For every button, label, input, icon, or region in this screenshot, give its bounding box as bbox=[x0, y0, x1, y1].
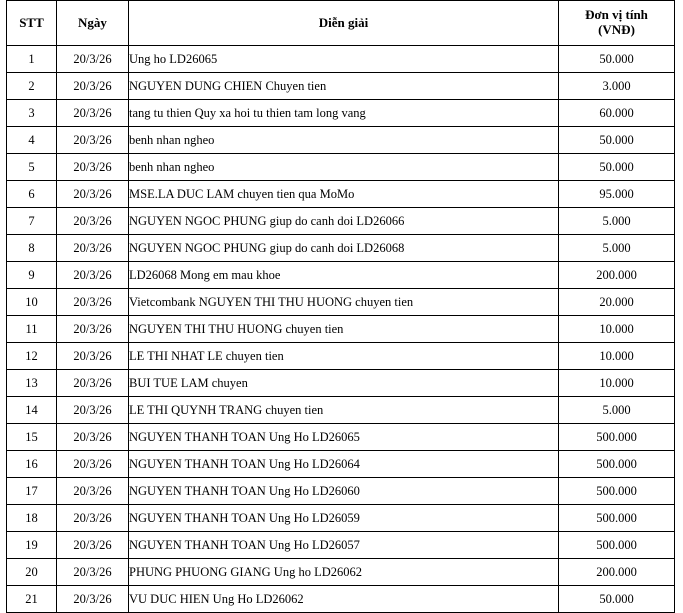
cell-description: NGUYEN THANH TOAN Ung Ho LD26059 bbox=[129, 505, 559, 532]
table-row bbox=[7, 559, 675, 586]
cell-date: 20/3/26 bbox=[57, 316, 129, 343]
cell-index: 5 bbox=[7, 154, 57, 181]
cell-index: 13 bbox=[7, 370, 57, 397]
cell-amount: 500.000 bbox=[559, 505, 675, 532]
table-row bbox=[7, 343, 675, 370]
cell-date: 20/3/26 bbox=[57, 262, 129, 289]
cell-date: 20/3/26 bbox=[57, 451, 129, 478]
table-row bbox=[7, 451, 675, 478]
cell-amount: 20.000 bbox=[559, 289, 675, 316]
cell-index: 16 bbox=[7, 451, 57, 478]
table-row bbox=[7, 316, 675, 343]
cell-date: 20/3/26 bbox=[57, 289, 129, 316]
cell-index: 9 bbox=[7, 262, 57, 289]
cell-index: 10 bbox=[7, 289, 57, 316]
cell-amount: 10.000 bbox=[559, 316, 675, 343]
table-row bbox=[7, 73, 675, 100]
cell-index: 17 bbox=[7, 478, 57, 505]
cell-index: 15 bbox=[7, 424, 57, 451]
cell-description: NGUYEN THANH TOAN Ung Ho LD26057 bbox=[129, 532, 559, 559]
cell-index: 14 bbox=[7, 397, 57, 424]
cell-description: NGUYEN THANH TOAN Ung Ho LD26065 bbox=[129, 424, 559, 451]
cell-description: NGUYEN NGOC PHUNG giup do canh doi LD26068 bbox=[129, 235, 559, 262]
cell-index: 19 bbox=[7, 532, 57, 559]
cell-description: NGUYEN NGOC PHUNG giup do canh doi LD26066 bbox=[129, 208, 559, 235]
cell-date: 20/3/26 bbox=[57, 532, 129, 559]
cell-amount: 50.000 bbox=[559, 127, 675, 154]
cell-date: 20/3/26 bbox=[57, 46, 129, 73]
table-row bbox=[7, 46, 675, 73]
cell-amount: 50.000 bbox=[559, 154, 675, 181]
cell-amount: 50.000 bbox=[559, 46, 675, 73]
cell-amount: 200.000 bbox=[559, 262, 675, 289]
cell-amount: 10.000 bbox=[559, 370, 675, 397]
column-header-unit-line1: Đơn vị tính bbox=[585, 7, 648, 23]
cell-date: 20/3/26 bbox=[57, 154, 129, 181]
cell-description: VU DUC HIEN Ung Ho LD26062 bbox=[129, 586, 559, 613]
cell-description: BUI TUE LAM chuyen bbox=[129, 370, 559, 397]
cell-amount: 500.000 bbox=[559, 424, 675, 451]
cell-date: 20/3/26 bbox=[57, 478, 129, 505]
cell-description: MSE.LA DUC LAM chuyen tien qua MoMo bbox=[129, 181, 559, 208]
cell-amount: 5.000 bbox=[559, 208, 675, 235]
table-row bbox=[7, 478, 675, 505]
cell-date: 20/3/26 bbox=[57, 181, 129, 208]
cell-index: 7 bbox=[7, 208, 57, 235]
cell-index: 3 bbox=[7, 100, 57, 127]
cell-amount: 500.000 bbox=[559, 478, 675, 505]
cell-description: benh nhan ngheo bbox=[129, 154, 559, 181]
cell-description: NGUYEN THI THU HUONG chuyen tien bbox=[129, 316, 559, 343]
cell-index: 18 bbox=[7, 505, 57, 532]
table-row bbox=[7, 424, 675, 451]
cell-amount: 10.000 bbox=[559, 343, 675, 370]
cell-amount: 3.000 bbox=[559, 73, 675, 100]
cell-date: 20/3/26 bbox=[57, 235, 129, 262]
cell-index: 12 bbox=[7, 343, 57, 370]
cell-index: 11 bbox=[7, 316, 57, 343]
table-header-row bbox=[7, 1, 675, 46]
cell-date: 20/3/26 bbox=[57, 370, 129, 397]
table-row bbox=[7, 235, 675, 262]
cell-description: tang tu thien Quy xa hoi tu thien tam long vang bbox=[129, 100, 559, 127]
table-row bbox=[7, 100, 675, 127]
cell-date: 20/3/26 bbox=[57, 505, 129, 532]
cell-date: 20/3/26 bbox=[57, 100, 129, 127]
table-row bbox=[7, 289, 675, 316]
table-body bbox=[7, 46, 675, 613]
cell-description: LE THI QUYNH TRANG chuyen tien bbox=[129, 397, 559, 424]
cell-amount: 5.000 bbox=[559, 235, 675, 262]
cell-index: 4 bbox=[7, 127, 57, 154]
table-row bbox=[7, 532, 675, 559]
table-row bbox=[7, 262, 675, 289]
cell-index: 2 bbox=[7, 73, 57, 100]
cell-amount: 500.000 bbox=[559, 451, 675, 478]
cell-amount: 200.000 bbox=[559, 559, 675, 586]
cell-index: 1 bbox=[7, 46, 57, 73]
table-row bbox=[7, 586, 675, 613]
cell-description: LE THI NHAT LE chuyen tien bbox=[129, 343, 559, 370]
cell-amount: 60.000 bbox=[559, 100, 675, 127]
donations-table bbox=[6, 0, 675, 613]
cell-date: 20/3/26 bbox=[57, 586, 129, 613]
table-row bbox=[7, 154, 675, 181]
cell-description: Vietcombank NGUYEN THI THU HUONG chuyen tien bbox=[129, 289, 559, 316]
table-row bbox=[7, 397, 675, 424]
cell-description: NGUYEN THANH TOAN Ung Ho LD26064 bbox=[129, 451, 559, 478]
cell-date: 20/3/26 bbox=[57, 397, 129, 424]
cell-index: 6 bbox=[7, 181, 57, 208]
table-row bbox=[7, 181, 675, 208]
cell-date: 20/3/26 bbox=[57, 208, 129, 235]
table-row bbox=[7, 505, 675, 532]
cell-date: 20/3/26 bbox=[57, 424, 129, 451]
column-header-description: Diễn giải bbox=[129, 1, 559, 46]
column-header-index: STT bbox=[7, 1, 57, 46]
cell-description: NGUYEN DUNG CHIEN Chuyen tien bbox=[129, 73, 559, 100]
column-header-unit bbox=[559, 1, 675, 46]
cell-amount: 50.000 bbox=[559, 586, 675, 613]
cell-date: 20/3/26 bbox=[57, 343, 129, 370]
cell-amount: 5.000 bbox=[559, 397, 675, 424]
column-header-unit-line2: (VNĐ) bbox=[598, 22, 635, 37]
cell-description: NGUYEN THANH TOAN Ung Ho LD26060 bbox=[129, 478, 559, 505]
cell-description: benh nhan ngheo bbox=[129, 127, 559, 154]
cell-date: 20/3/26 bbox=[57, 559, 129, 586]
cell-index: 21 bbox=[7, 586, 57, 613]
cell-date: 20/3/26 bbox=[57, 73, 129, 100]
column-header-date: Ngày bbox=[57, 1, 129, 46]
cell-description: PHUNG PHUONG GIANG Ung ho LD26062 bbox=[129, 559, 559, 586]
cell-index: 8 bbox=[7, 235, 57, 262]
cell-amount: 500.000 bbox=[559, 532, 675, 559]
table-row bbox=[7, 127, 675, 154]
cell-description: Ung ho LD26065 bbox=[129, 46, 559, 73]
cell-description: LD26068 Mong em mau khoe bbox=[129, 262, 559, 289]
cell-date: 20/3/26 bbox=[57, 127, 129, 154]
table-row bbox=[7, 208, 675, 235]
cell-index: 20 bbox=[7, 559, 57, 586]
cell-amount: 95.000 bbox=[559, 181, 675, 208]
table-row bbox=[7, 370, 675, 397]
table-header bbox=[7, 1, 675, 46]
